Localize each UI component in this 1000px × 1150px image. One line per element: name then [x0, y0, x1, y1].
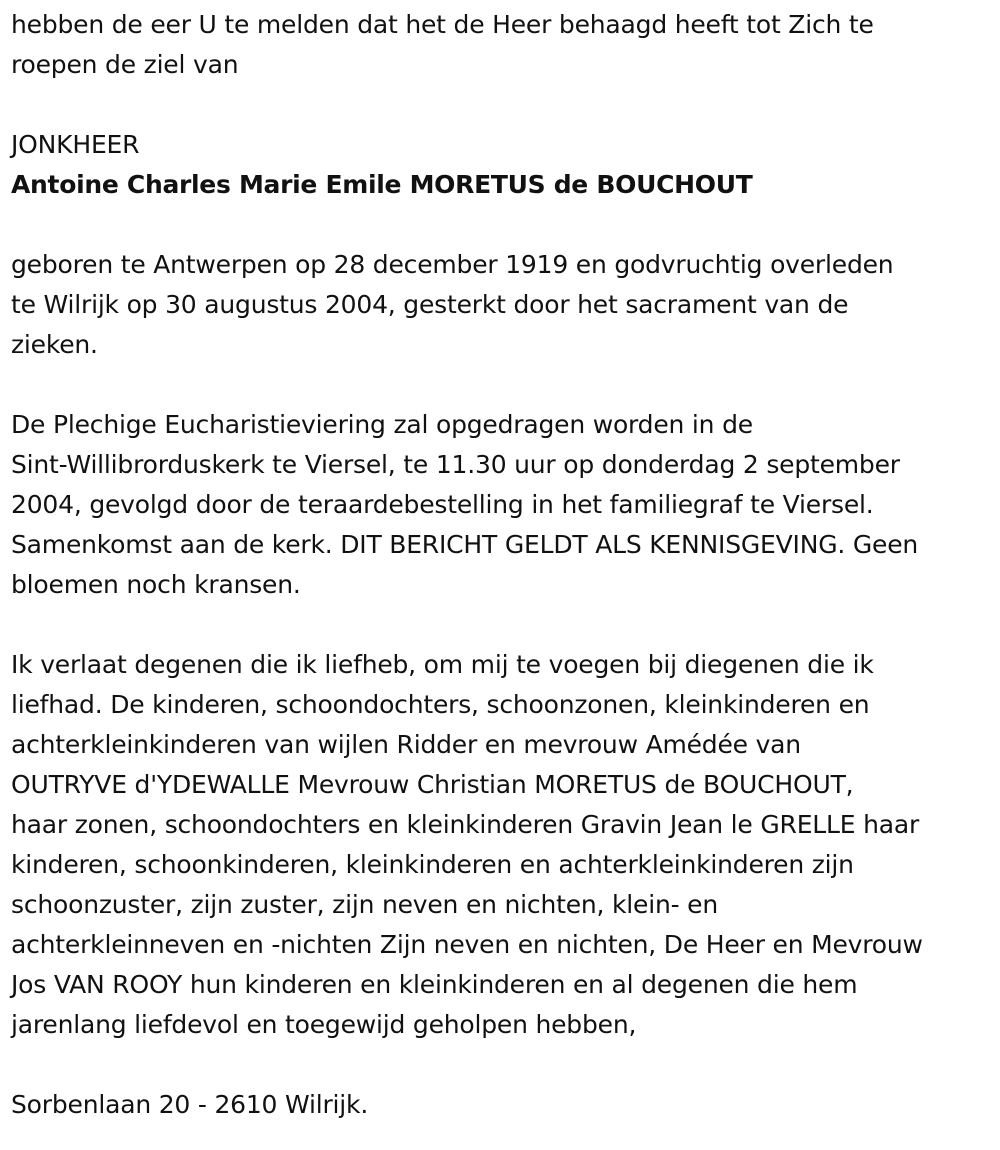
- birth-line: geboren te Antwerpen op 28 december 1919 en godvruchtig overleden: [11, 250, 894, 279]
- family-line: Ik verlaat degenen die ik liefheb, om mij te voegen bij diegenen die ik: [11, 650, 874, 679]
- family-line: Jos VAN ROOY hun kinderen en kleinkinderen en al degenen die hem: [11, 970, 858, 999]
- family-line: haar zonen, schoondochters en kleinkinderen Gravin Jean le GRELLE haar: [11, 810, 920, 839]
- intro-paragraph: [11, 5, 996, 85]
- family-line: kinderen, schoonkinderen, kleinkinderen en achterkleinkinderen zijn: [11, 850, 854, 879]
- spacer: [11, 1045, 996, 1085]
- service-line: Samenkomst aan de kerk. DIT BERICHT GELDT ALS KENNISGEVING. Geen: [11, 530, 919, 559]
- deceased-name: Antoine Charles Marie Emile MORETUS de BOUCHOUT: [11, 170, 753, 199]
- spacer: [11, 205, 996, 245]
- family-line: achterkleinneven en -nichten Zijn neven en nichten, De Heer en Mevrouw: [11, 930, 923, 959]
- address: Sorbenlaan 20 - 2610 Wilrijk.: [11, 1090, 369, 1119]
- death-notice: [11, 5, 996, 1125]
- family-line: liefhad. De kinderen, schoondochters, schoonzonen, kleinkinderen en: [11, 690, 870, 719]
- intro-line: roepen de ziel van: [11, 50, 239, 79]
- family-line: jarenlang liefdevol en toegewijd geholpen hebben,: [11, 1010, 637, 1039]
- service-paragraph: [11, 405, 996, 605]
- service-line: Sint-Willibrorduskerk te Viersel, te 11.30 uur op donderdag 2 september: [11, 450, 900, 479]
- spacer: [11, 365, 996, 405]
- family-line: schoonzuster, zijn zuster, zijn neven en nichten, klein- en: [11, 890, 719, 919]
- honorific-title: JONKHEER: [11, 130, 140, 159]
- family-line: achterkleinkinderen van wijlen Ridder en mevrouw Amédée van: [11, 730, 801, 759]
- spacer: [11, 85, 996, 125]
- birth-line: te Wilrijk op 30 augustus 2004, gesterkt door het sacrament van de: [11, 290, 849, 319]
- service-line: bloemen noch kransen.: [11, 570, 301, 599]
- intro-line: hebben de eer U te melden dat het de Heer behaagd heeft tot Zich te: [11, 10, 874, 39]
- service-line: De Plechige Eucharistieviering zal opgedragen worden in de: [11, 410, 753, 439]
- birth-line: zieken.: [11, 330, 98, 359]
- service-line: 2004, gevolgd door de teraardebestelling in het familiegraf te Viersel.: [11, 490, 874, 519]
- family-paragraph: [11, 645, 996, 1045]
- family-line: OUTRYVE d'YDEWALLE Mevrouw Christian MORETUS de BOUCHOUT,: [11, 770, 854, 799]
- birth-death-paragraph: [11, 245, 996, 365]
- spacer: [11, 605, 996, 645]
